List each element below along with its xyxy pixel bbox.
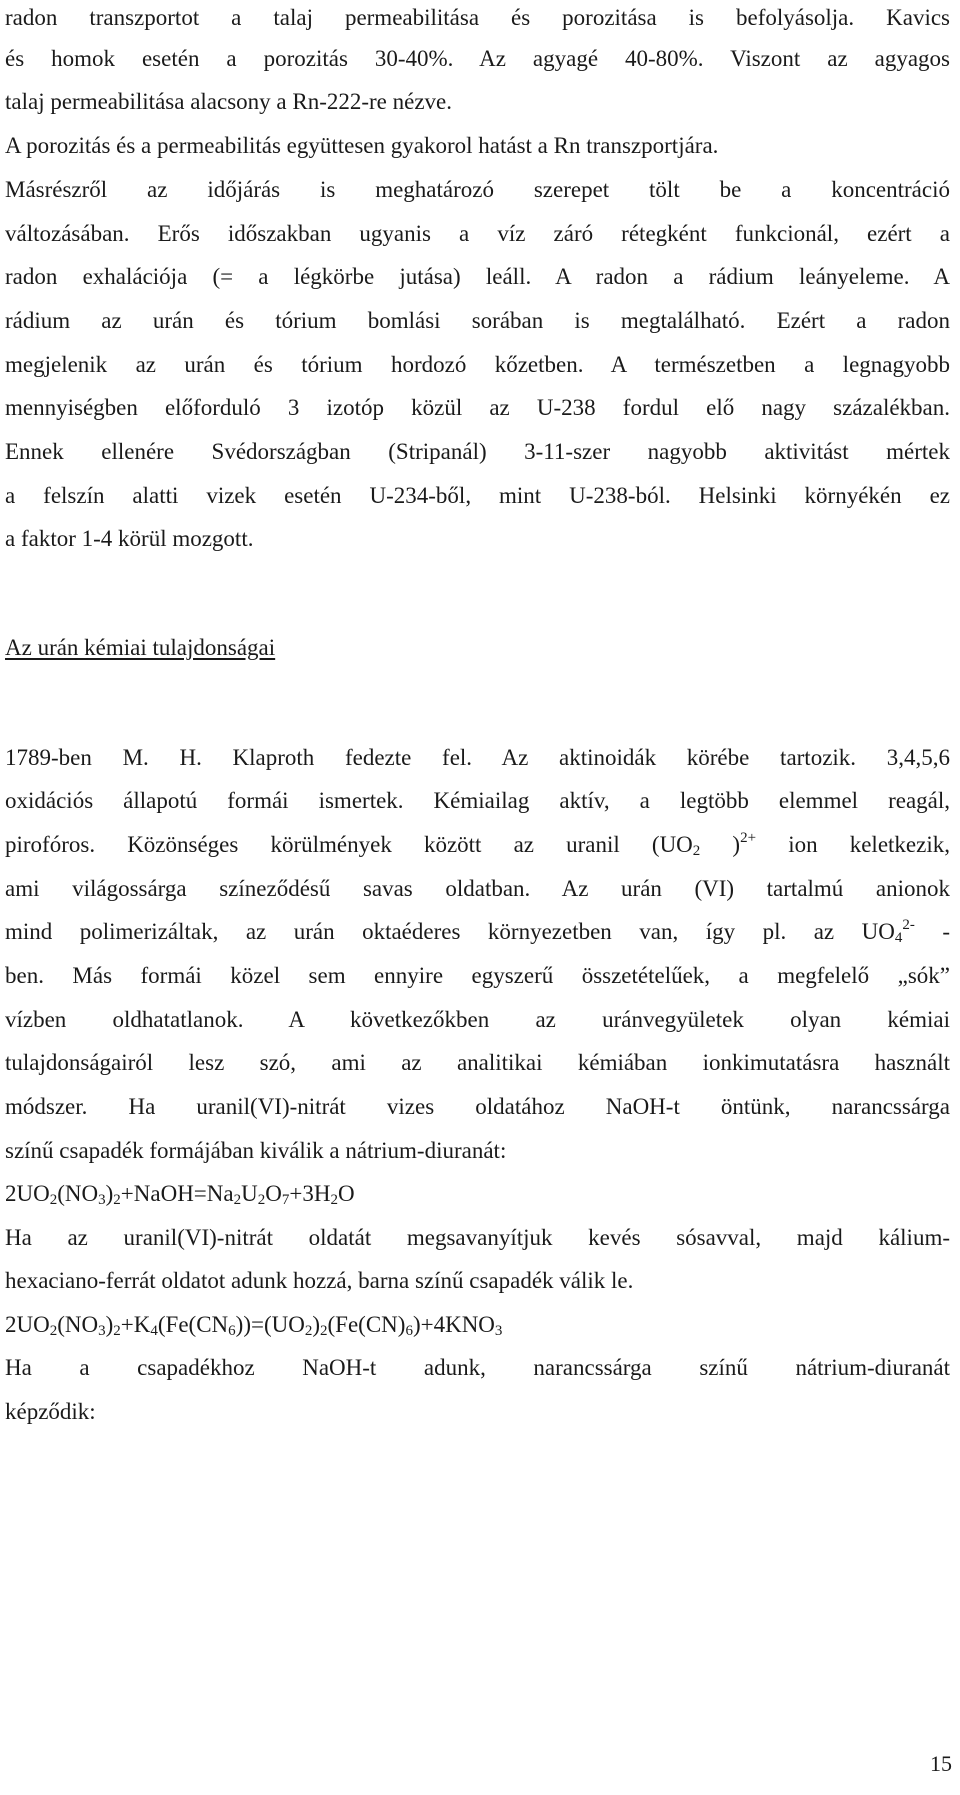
- formula-subscript: 2: [330, 1192, 338, 1208]
- formula-part: ): [105, 1312, 114, 1337]
- formula-subscript: 2: [113, 1192, 121, 1208]
- formula-part: U: [241, 1181, 258, 1206]
- text-line: mennyiségben előforduló 3 izotóp közül az U-238 fordul elő nagy százalékban.: [5, 395, 950, 420]
- text-line: A porozitás és a permeabilitás együttesen gyakorol hatást a Rn transzportjára.: [5, 133, 719, 158]
- formula-subscript: 4: [150, 1323, 158, 1339]
- subscript: 2: [692, 843, 701, 859]
- text-line: talaj permeabilitása alacsony a Rn-222-re nézve.: [5, 89, 453, 114]
- formula-part: ): [105, 1181, 114, 1206]
- text-line: Ha a csapadékhoz NaOH-t adunk, narancssárga színű nátrium-diuranát: [5, 1355, 950, 1380]
- text-line: ami világossárga színeződésű savas oldatban. Az urán (VI) tartalmú anionok: [5, 876, 950, 901]
- text-line: megjelenik az urán és tórium hordozó kőzetben. A természetben a legnagyobb: [5, 352, 950, 377]
- text-line: Ha az uranil(VI)-nitrát oldatát megsavanyítjuk kevés sósavval, majd kálium-: [5, 1225, 950, 1250]
- formula-part: ): [312, 1312, 321, 1337]
- formula-subscript: 2: [233, 1192, 242, 1208]
- text-run: ion keletkezik,: [756, 832, 950, 857]
- formula-subscript: 6: [405, 1323, 413, 1339]
- formula-part: O: [265, 1181, 282, 1206]
- text-line: tulajdonságairól lesz szó, ami az analitikai kémiában ionkimutatásra használt: [5, 1050, 950, 1075]
- text-line: a felszín alatti vizek esetén U-234-ből, mint U-238-ból. Helsinki környékén ez: [5, 483, 950, 508]
- formula-part: (NO: [57, 1312, 99, 1337]
- text-line: a faktor 1-4 körül mozgott.: [5, 526, 254, 551]
- superscript: 2-: [902, 917, 915, 933]
- text-run: pirofóros. Közönséges körülmények között az uranil (UO: [5, 832, 693, 857]
- text-line: színű csapadék formájában kiválik a nátrium-diuranát:: [5, 1138, 507, 1163]
- text-line: módszer. Ha uranil(VI)-nitrát vizes oldatához NaOH-t öntünk, narancssárga: [5, 1094, 950, 1119]
- formula-part: +3H: [289, 1181, 331, 1206]
- formula-part: O: [337, 1181, 355, 1206]
- formula-part: (Fe(CN): [327, 1312, 406, 1337]
- formula-subscript: 7: [281, 1192, 290, 1208]
- formula-subscript: 2: [49, 1192, 58, 1208]
- text-line: Ennek ellenére Svédországban (Stripanál) 3-11-szer nagyobb aktivitást mértek: [5, 439, 950, 464]
- formula-subscript: 2: [257, 1192, 266, 1208]
- formula-part: +K: [120, 1312, 151, 1337]
- text-line: [5, 830, 950, 860]
- text-line: oxidációs állapotú formái ismertek. Kémiailag aktív, a legtöbb elemmel reagál,: [5, 788, 950, 813]
- text-line: és homok esetén a porozitás 30-40%. Az agyagé 40-80%. Viszont az agyagos: [5, 46, 950, 71]
- text-run: mind polimerizáltak, az urán oktaéderes környezetben van, így pl. az UO: [5, 919, 895, 944]
- text-line: hexaciano-ferrát oldatot adunk hozzá, barna színű csapadék válik le.: [5, 1268, 634, 1293]
- formula-subscript: 3: [98, 1323, 106, 1339]
- text-run: -: [914, 919, 950, 944]
- text-line: változásában. Erős időszakban ugyanis a víz záró rétegként funkcionál, ezért a: [5, 221, 950, 246]
- page-number: 15: [930, 1751, 952, 1776]
- section-heading: Az urán kémiai tulajdonságai: [5, 635, 276, 660]
- formula-part: 2UO: [5, 1181, 50, 1206]
- formula-part: ))=(UO: [235, 1312, 305, 1337]
- formula-subscript: 2: [320, 1323, 328, 1339]
- formula-subscript: 2: [304, 1323, 313, 1339]
- text-run: ): [700, 832, 741, 857]
- formula-subscript: 3: [98, 1192, 106, 1208]
- subscript: 4: [894, 930, 903, 946]
- text-line: radon transzportot a talaj permeabilitása és porozitása is befolyásolja. Kavics: [5, 5, 950, 30]
- text-line: [5, 917, 950, 947]
- chemical-equation: [5, 1179, 355, 1209]
- text-line: 1789-ben M. H. Klaproth fedezte fel. Az aktinoidák körébe tartozik. 3,4,5,6: [5, 745, 950, 770]
- formula-part: +NaOH=Na: [120, 1181, 234, 1206]
- superscript: 2+: [740, 830, 757, 846]
- formula-subscript: 2: [113, 1323, 121, 1339]
- text-line: ben. Más formái közel sem ennyire egyszerű összetételűek, a megfelelő „sók”: [5, 963, 950, 988]
- formula-subscript: 2: [49, 1323, 58, 1339]
- text-line: Másrészről az időjárás is meghatározó szerepet tölt be a koncentráció: [5, 177, 950, 202]
- formula-subscript: 6: [228, 1323, 236, 1339]
- formula-part: )+4KNO: [412, 1312, 495, 1337]
- formula-part: (Fe(CN: [157, 1312, 229, 1337]
- chemical-equation: [5, 1310, 502, 1340]
- formula-part: 2UO: [5, 1312, 50, 1337]
- formula-part: (NO: [57, 1181, 99, 1206]
- text-line: radon exhalációja (= a légkörbe jutása) leáll. A radon a rádium leányeleme. A: [5, 264, 950, 289]
- text-line: vízben oldhatatlanok. A következőkben az uránvegyületek olyan kémiai: [5, 1007, 950, 1032]
- formula-subscript: 3: [494, 1323, 503, 1339]
- text-line: rádium az urán és tórium bomlási sorában is megtalálható. Ezért a radon: [5, 308, 950, 333]
- text-line: képződik:: [5, 1399, 96, 1424]
